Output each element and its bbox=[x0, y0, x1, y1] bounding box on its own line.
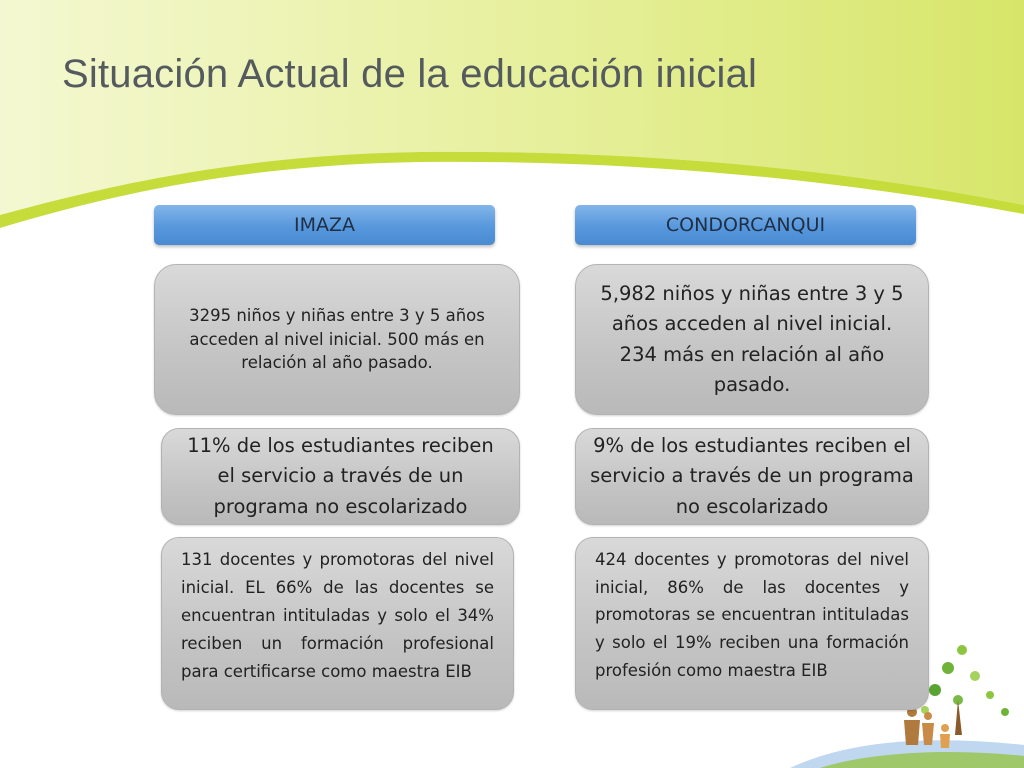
imaza-non-school-text: 11% de los estudiantes reciben el servicio a través de un programa no escolarizado bbox=[187, 434, 494, 518]
condorcanqui-non-school-text: 9% de los estudiantes reciben el servicio a través de un programa no escolarizado bbox=[590, 434, 914, 518]
condorcanqui-non-school-box bbox=[575, 428, 929, 525]
condorcanqui-teachers-text: 424 docentes y promotoras del nivel inicial, 86% de las docentes y promotoras se encuentran intituladas y solo el 19% reciben una formación profesión como maestra EIB bbox=[595, 550, 909, 680]
condorcanqui-enrollment-text: 5,982 niños y niñas entre 3 y 5 años acceden al nivel inicial. 234 más en relación al año pasado. bbox=[600, 282, 904, 396]
imaza-teachers-box bbox=[161, 537, 514, 710]
imaza-enrollment-text: 3295 niños y niñas entre 3 y 5 años acceden al nivel inicial. 500 más en relación al año pasado. bbox=[189, 306, 485, 373]
imaza-header: IMAZA bbox=[154, 205, 495, 245]
condorcanqui-teachers-box bbox=[575, 537, 929, 710]
condorcanqui-enrollment-box bbox=[575, 264, 929, 415]
imaza-teachers-text: 131 docentes y promotoras del nivel inicial. EL 66% de las docentes se encuentran intituladas y solo el 34% reciben un formación profesional para certificarse como maestra EIB bbox=[181, 550, 494, 682]
condorcanqui-header: CONDORCANQUI bbox=[575, 205, 916, 245]
imaza-non-school-box bbox=[161, 428, 520, 525]
imaza-enrollment-box bbox=[154, 264, 520, 415]
page-title: Situación Actual de la educación inicial bbox=[62, 52, 758, 96]
